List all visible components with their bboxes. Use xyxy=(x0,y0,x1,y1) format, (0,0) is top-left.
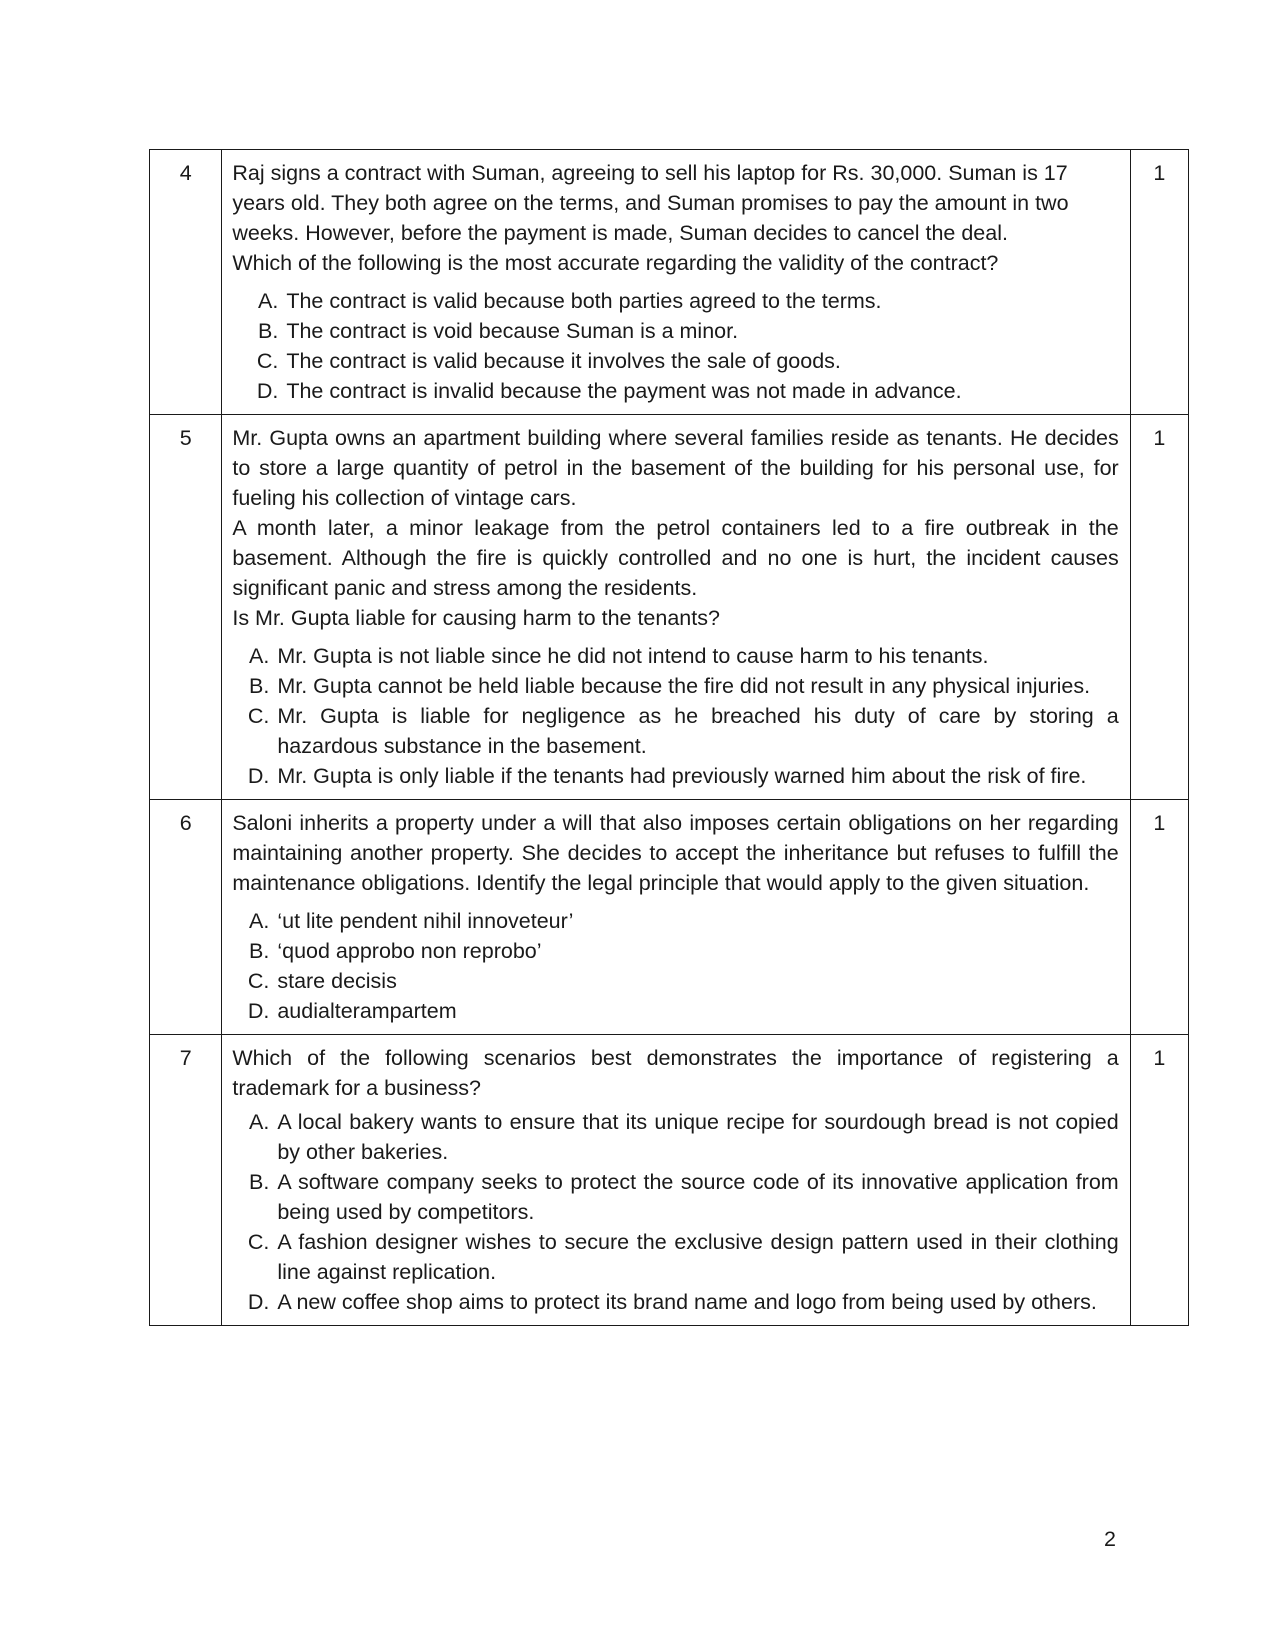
question-row-7 xyxy=(150,1035,1189,1326)
question-marks: 1 xyxy=(1130,415,1188,800)
question-number: 4 xyxy=(150,150,222,415)
option-letter: A. xyxy=(249,644,270,668)
option-b xyxy=(232,671,1118,701)
option-c xyxy=(232,1227,1118,1287)
option-list xyxy=(232,1107,1118,1317)
question-body xyxy=(222,800,1130,1035)
question-stem xyxy=(232,158,1118,278)
stem-paragraph: Is Mr. Gupta liable for causing harm to the tenants? xyxy=(232,606,720,630)
option-d xyxy=(232,376,1118,406)
question-marks: 1 xyxy=(1130,150,1188,415)
option-d xyxy=(232,761,1118,791)
option-d xyxy=(232,1287,1118,1317)
option-text: ‘quod approbo non reprobo’ xyxy=(277,939,542,963)
option-a xyxy=(232,641,1118,671)
question-stem xyxy=(232,1043,1118,1103)
option-text: A local bakery wants to ensure that its unique recipe for sourdough bread is not copied by other bakeries. xyxy=(277,1110,1119,1164)
option-list xyxy=(232,906,1118,1026)
stem-paragraph: A month later, a minor leakage from the petrol containers led to a fire outbreak in the basement. Although the fire is quickly controlled and no one is hurt, the incident causes significant panic and stress among the residents. xyxy=(232,516,1119,600)
stem-paragraph: Which of the following scenarios best demonstrates the importance of registering a trademark for a business? xyxy=(232,1046,1119,1100)
option-text: Mr. Gupta is liable for negligence as he breached his duty of care by storing a hazardous substance in the basement. xyxy=(277,704,1119,758)
question-marks: 1 xyxy=(1130,1035,1188,1326)
question-stem xyxy=(232,423,1118,633)
option-letter: B. xyxy=(258,319,279,343)
option-c xyxy=(232,346,1118,376)
question-marks: 1 xyxy=(1130,800,1188,1035)
option-letter: B. xyxy=(249,674,270,698)
question-number: 7 xyxy=(150,1035,222,1326)
option-letter: D. xyxy=(247,1290,270,1314)
option-a xyxy=(232,1107,1118,1167)
option-text: Mr. Gupta is only liable if the tenants had previously warned him about the risk of fire. xyxy=(277,764,1087,788)
option-text: stare decisis xyxy=(277,969,397,993)
option-text: A software company seeks to protect the source code of its innovative application from being used by competitors. xyxy=(277,1170,1119,1224)
option-letter: A. xyxy=(258,289,279,313)
option-b xyxy=(232,1167,1118,1227)
option-letter: C. xyxy=(247,1230,270,1254)
question-body xyxy=(222,150,1130,415)
option-letter: C. xyxy=(247,969,270,993)
option-text: The contract is valid because it involves the sale of goods. xyxy=(286,349,841,373)
option-c xyxy=(232,701,1118,761)
option-text: Mr. Gupta is not liable since he did not intend to cause harm to his tenants. xyxy=(277,644,989,668)
question-row-6 xyxy=(150,800,1189,1035)
option-letter: C. xyxy=(247,704,270,728)
stem-paragraph: Raj signs a contract with Suman, agreeing to sell his laptop for Rs. 30,000. Suman is 17 years old. They both agree on the terms, and Suman promises to pay the amount in two weeks. However, before the payment is made, Suman decides to cancel the deal. xyxy=(232,161,1069,245)
option-text: The contract is invalid because the payment was not made in advance. xyxy=(286,379,962,403)
option-text: A new coffee shop aims to protect its brand name and logo from being used by others. xyxy=(277,1290,1097,1314)
question-number: 6 xyxy=(150,800,222,1035)
question-table xyxy=(149,149,1189,1326)
option-letter: B. xyxy=(249,939,270,963)
option-a xyxy=(232,906,1118,936)
question-number: 5 xyxy=(150,415,222,800)
option-text: The contract is valid because both parties agreed to the terms. xyxy=(286,289,882,313)
option-text: A fashion designer wishes to secure the exclusive design pattern used in their clothing line against replication. xyxy=(277,1230,1119,1284)
page-number: 2 xyxy=(1104,1527,1116,1551)
question-stem xyxy=(232,808,1118,898)
option-text: audialterampartem xyxy=(277,999,457,1023)
option-letter: C. xyxy=(256,349,279,373)
option-list xyxy=(232,286,1118,406)
option-letter: D. xyxy=(247,764,270,788)
question-row-4 xyxy=(150,150,1189,415)
option-letter: A. xyxy=(249,1110,270,1134)
option-letter: B. xyxy=(249,1170,270,1194)
question-row-5 xyxy=(150,415,1189,800)
option-c xyxy=(232,966,1118,996)
option-letter: A. xyxy=(249,909,270,933)
stem-paragraph: Which of the following is the most accurate regarding the validity of the contract? xyxy=(232,251,999,275)
option-letter: D. xyxy=(256,379,279,403)
option-text: Mr. Gupta cannot be held liable because the fire did not result in any physical injuries. xyxy=(277,674,1091,698)
stem-paragraph: Mr. Gupta owns an apartment building where several families reside as tenants. He decides to store a large quantity of petrol in the basement of the building for his personal use, for fueling his collection of vintage cars. xyxy=(232,426,1119,510)
option-text: The contract is void because Suman is a minor. xyxy=(286,319,739,343)
option-list xyxy=(232,641,1118,791)
option-a xyxy=(232,286,1118,316)
option-letter: D. xyxy=(247,999,270,1023)
question-body xyxy=(222,1035,1130,1326)
stem-paragraph: Saloni inherits a property under a will that also imposes certain obligations on her regarding maintaining another property. She decides to accept the inheritance but refuses to fulfill the maintenance obligations. Identify the legal principle that would apply to the given situation. xyxy=(232,811,1119,895)
question-body xyxy=(222,415,1130,800)
option-d xyxy=(232,996,1118,1026)
option-text: ‘ut lite pendent nihil innoveteur’ xyxy=(277,909,574,933)
option-b xyxy=(232,316,1118,346)
option-b xyxy=(232,936,1118,966)
